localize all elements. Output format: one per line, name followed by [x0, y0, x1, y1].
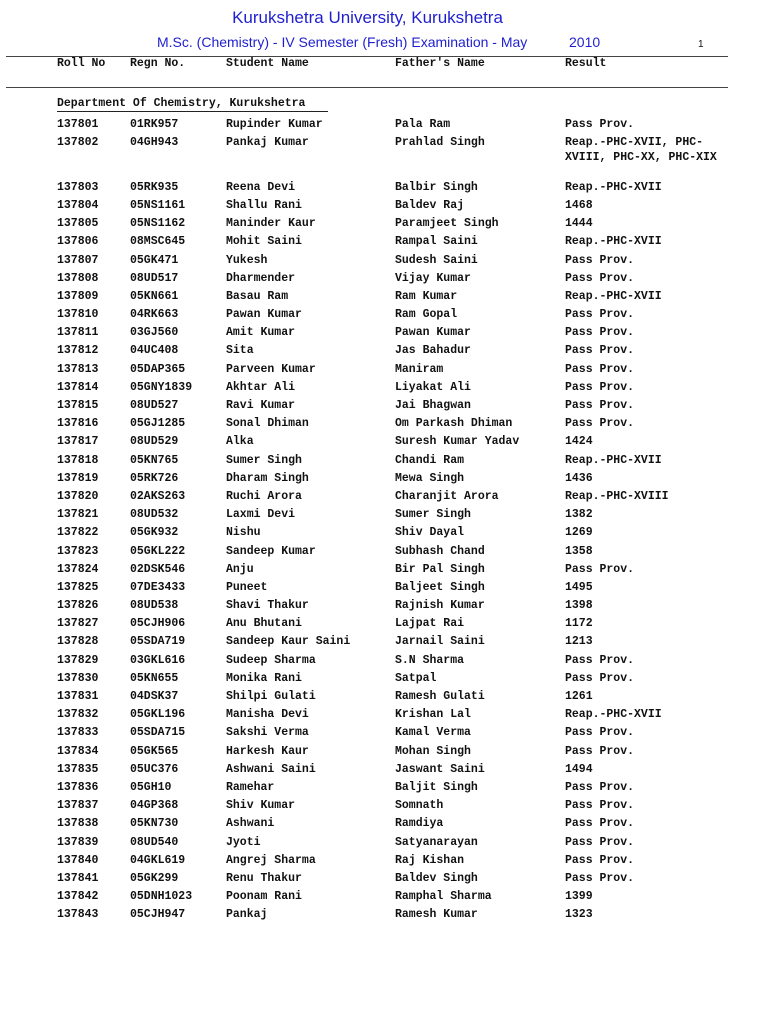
results-table: [0, 118, 768, 926]
regn-no-cell: 05UC376: [130, 762, 179, 776]
student-name-cell: Puneet: [226, 580, 268, 594]
roll-no-cell: 137829: [57, 653, 99, 667]
roll-no-cell: 137817: [57, 435, 99, 449]
table-row: [0, 908, 768, 926]
table-row: [0, 381, 768, 399]
regn-no-cell: 04RK663: [130, 308, 179, 322]
regn-no-cell: 05DAP365: [130, 362, 186, 376]
roll-no-cell: 137812: [57, 344, 99, 358]
student-name-cell: Anju: [226, 562, 254, 576]
table-row: [0, 672, 768, 690]
result-cell: 1468: [565, 198, 593, 212]
father-name-cell: Jarnail Saini: [395, 635, 485, 649]
table-row: [0, 308, 768, 326]
department-heading: Department Of Chemistry, Kurukshetra: [57, 97, 306, 110]
roll-no-cell: 137805: [57, 217, 99, 231]
result-cell: 1382: [565, 508, 593, 522]
result-cell: Pass Prov.: [565, 308, 635, 322]
father-name-cell: Ramesh Gulati: [395, 690, 485, 704]
roll-no-cell: 137808: [57, 271, 99, 285]
student-name-cell: Ruchi Arora: [226, 489, 302, 503]
student-name-cell: Anu Bhutani: [226, 617, 302, 631]
father-name-cell: Pawan Kumar: [395, 326, 471, 340]
table-row: [0, 836, 768, 854]
roll-no-cell: 137825: [57, 580, 99, 594]
regn-no-cell: 02AKS263: [130, 489, 186, 503]
table-row: [0, 708, 768, 726]
regn-no-cell: 05KN655: [130, 671, 179, 685]
exam-subtitle: M.Sc. (Chemistry) - IV Semester (Fresh) Examination - May: [157, 34, 528, 50]
result-cell: 1398: [565, 599, 593, 613]
table-row: [0, 635, 768, 653]
student-name-cell: Dharam Singh: [226, 471, 309, 485]
student-name-cell: Nishu: [226, 526, 261, 540]
result-cell: Pass Prov.: [565, 744, 635, 758]
roll-no-cell: 137828: [57, 635, 99, 649]
student-name-cell: Sumer Singh: [226, 453, 302, 467]
regn-no-cell: 05NS1162: [130, 217, 186, 231]
father-name-cell: Baljeet Singh: [395, 580, 485, 594]
table-row: [0, 290, 768, 308]
result-cell: Reap.-PHC-XVII: [565, 453, 662, 467]
roll-no-cell: 137801: [57, 118, 99, 131]
student-name-cell: Parveen Kumar: [226, 362, 316, 376]
father-name-cell: Rampal Saini: [395, 235, 478, 249]
student-name-cell: Renu Thakur: [226, 871, 302, 885]
table-row: [0, 363, 768, 381]
roll-no-cell: 137811: [57, 326, 99, 340]
column-header-result: Result: [565, 57, 607, 70]
regn-no-cell: 05GK932: [130, 526, 179, 540]
student-name-cell: Shallu Rani: [226, 198, 302, 212]
result-cell: Reap.-PHC-XVII: [565, 180, 662, 194]
roll-no-cell: 137807: [57, 253, 99, 267]
student-name-cell: Ramehar: [226, 780, 275, 794]
father-name-cell: Subhash Chand: [395, 544, 485, 558]
regn-no-cell: 04GH943: [130, 136, 179, 150]
result-cell: 1494: [565, 762, 593, 776]
roll-no-cell: 137843: [57, 908, 99, 922]
header-bottom-rule: [6, 87, 728, 88]
table-row: [0, 817, 768, 835]
result-cell: 1213: [565, 635, 593, 649]
father-name-cell: Liyakat Ali: [395, 380, 471, 394]
student-name-cell: Sakshi Verma: [226, 726, 309, 740]
regn-no-cell: 05GK299: [130, 871, 179, 885]
father-name-cell: Mewa Singh: [395, 471, 465, 485]
roll-no-cell: 137816: [57, 417, 99, 431]
father-name-cell: Satpal: [395, 671, 437, 685]
student-name-cell: Laxmi Devi: [226, 508, 296, 522]
roll-no-cell: 137809: [57, 289, 99, 303]
roll-no-cell: 137820: [57, 489, 99, 503]
roll-no-cell: 137819: [57, 471, 99, 485]
result-cell: 1261: [565, 690, 593, 704]
father-name-cell: Sudesh Saini: [395, 253, 478, 267]
table-row: [0, 726, 768, 744]
roll-no-cell: 137838: [57, 817, 99, 831]
table-row: [0, 890, 768, 908]
roll-no-cell: 137839: [57, 835, 99, 849]
table-row: [0, 254, 768, 272]
regn-no-cell: 05GKL222: [130, 544, 186, 558]
result-cell: 1444: [565, 217, 593, 231]
regn-no-cell: 08UD527: [130, 399, 179, 413]
table-row: [0, 745, 768, 763]
regn-no-cell: 05CJH947: [130, 908, 186, 922]
father-name-cell: Jas Bahadur: [395, 344, 471, 358]
regn-no-cell: 04GP368: [130, 799, 179, 813]
student-name-cell: Pawan Kumar: [226, 308, 302, 322]
roll-no-cell: 137840: [57, 853, 99, 867]
student-name-cell: Angrej Sharma: [226, 853, 316, 867]
table-row: [0, 399, 768, 417]
father-name-cell: S.N Sharma: [395, 653, 465, 667]
column-header-regn: Regn No.: [130, 57, 186, 70]
student-name-cell: Amit Kumar: [226, 326, 296, 340]
result-cell: Pass Prov.: [565, 253, 635, 267]
table-row: [0, 136, 768, 181]
result-cell: Pass Prov.: [565, 799, 635, 813]
student-name-cell: Rupinder Kumar: [226, 118, 323, 131]
table-row: [0, 617, 768, 635]
regn-no-cell: 04UC408: [130, 344, 179, 358]
table-row: [0, 235, 768, 253]
result-cell: Pass Prov.: [565, 853, 635, 867]
student-name-cell: Yukesh: [226, 253, 268, 267]
student-name-cell: Poonam Rani: [226, 890, 302, 904]
table-row: [0, 526, 768, 544]
student-name-cell: Mohit Saini: [226, 235, 302, 249]
regn-no-cell: 05KN765: [130, 453, 179, 467]
regn-no-cell: 05RK726: [130, 471, 179, 485]
father-name-cell: Mohan Singh: [395, 744, 471, 758]
table-row: [0, 599, 768, 617]
roll-no-cell: 137806: [57, 235, 99, 249]
table-row: [0, 781, 768, 799]
regn-no-cell: 05KN730: [130, 817, 179, 831]
student-name-cell: Dharmender: [226, 271, 296, 285]
student-name-cell: Basau Ram: [226, 289, 289, 303]
father-name-cell: Kamal Verma: [395, 726, 471, 740]
student-name-cell: Ashwani Saini: [226, 762, 316, 776]
result-cell: 1323: [565, 908, 593, 922]
result-cell: Pass Prov.: [565, 653, 635, 667]
regn-no-cell: 08MSC645: [130, 235, 186, 249]
regn-no-cell: 08UD532: [130, 508, 179, 522]
roll-no-cell: 137804: [57, 198, 99, 212]
student-name-cell: Ashwani: [226, 817, 275, 831]
table-row: [0, 454, 768, 472]
column-header-student: Student Name: [226, 57, 309, 70]
roll-no-cell: 137833: [57, 726, 99, 740]
result-cell: Pass Prov.: [565, 835, 635, 849]
student-name-cell: Harkesh Kaur: [226, 744, 309, 758]
result-cell: Reap.-PHC-XVII: [565, 235, 662, 249]
student-name-cell: Pankaj: [226, 908, 268, 922]
result-cell: Reap.-PHC-XVII: [565, 708, 662, 722]
result-cell: 1358: [565, 544, 593, 558]
result-cell: Pass Prov.: [565, 780, 635, 794]
table-row: [0, 417, 768, 435]
father-name-cell: Bir Pal Singh: [395, 562, 485, 576]
father-name-cell: Maniram: [395, 362, 444, 376]
regn-no-cell: 05GJ1285: [130, 417, 186, 431]
regn-no-cell: 08UD538: [130, 599, 179, 613]
roll-no-cell: 137818: [57, 453, 99, 467]
table-row: [0, 472, 768, 490]
student-name-cell: Shavi Thakur: [226, 599, 309, 613]
table-row: [0, 581, 768, 599]
roll-no-cell: 137824: [57, 562, 99, 576]
result-cell: 1495: [565, 580, 593, 594]
regn-no-cell: 05DNH1023: [130, 890, 193, 904]
table-row: [0, 118, 768, 136]
father-name-cell: Ramdiya: [395, 817, 444, 831]
student-name-cell: Jyoti: [226, 835, 261, 849]
regn-no-cell: 02DSK546: [130, 562, 186, 576]
result-cell: Pass Prov.: [565, 671, 635, 685]
regn-no-cell: 05KN661: [130, 289, 179, 303]
roll-no-cell: 137822: [57, 526, 99, 540]
regn-no-cell: 05GK565: [130, 744, 179, 758]
table-row: [0, 181, 768, 199]
table-row: [0, 690, 768, 708]
father-name-cell: Vijay Kumar: [395, 271, 471, 285]
roll-no-cell: 137803: [57, 180, 99, 194]
roll-no-cell: 137836: [57, 780, 99, 794]
table-row: [0, 490, 768, 508]
table-row: [0, 654, 768, 672]
father-name-cell: Ramesh Kumar: [395, 908, 478, 922]
father-name-cell: Ramphal Sharma: [395, 890, 492, 904]
roll-no-cell: 137831: [57, 690, 99, 704]
regn-no-cell: 05GK471: [130, 253, 179, 267]
table-row: [0, 344, 768, 362]
student-name-cell: Sandeep Kaur Saini: [226, 635, 351, 649]
result-cell: Reap.-PHC-XVIII: [565, 489, 669, 503]
table-row: [0, 799, 768, 817]
result-cell: Pass Prov.: [565, 326, 635, 340]
result-cell: Pass Prov.: [565, 399, 635, 413]
father-name-cell: Balbir Singh: [395, 180, 478, 194]
father-name-cell: Krishan Lal: [395, 708, 471, 722]
result-cell: Pass Prov.: [565, 417, 635, 431]
regn-no-cell: 04GKL619: [130, 853, 186, 867]
regn-no-cell: 07DE3433: [130, 580, 186, 594]
father-name-cell: Satyanarayan: [395, 835, 478, 849]
result-cell: Reap.-PHC-XVII: [565, 289, 662, 303]
student-name-cell: Sita: [226, 344, 254, 358]
regn-no-cell: 05SDA719: [130, 635, 186, 649]
result-cell: Pass Prov.: [565, 817, 635, 831]
father-name-cell: Baljit Singh: [395, 780, 478, 794]
regn-no-cell: 03GKL616: [130, 653, 186, 667]
table-row: [0, 872, 768, 890]
father-name-cell: Suresh Kumar Yadav: [395, 435, 520, 449]
father-name-cell: Rajnish Kumar: [395, 599, 485, 613]
student-name-cell: Pankaj Kumar: [226, 136, 309, 150]
result-cell: 1424: [565, 435, 593, 449]
result-cell: Reap.-PHC-XVII, PHC-XVIII, PHC-XX, PHC-XIX: [565, 136, 717, 164]
column-header-father: Father's Name: [395, 57, 485, 70]
regn-no-cell: 05NS1161: [130, 198, 186, 212]
student-name-cell: Maninder Kaur: [226, 217, 316, 231]
father-name-cell: Lajpat Rai: [395, 617, 465, 631]
result-cell: Pass Prov.: [565, 562, 635, 576]
father-name-cell: Prahlad Singh: [395, 136, 485, 150]
result-cell: 1436: [565, 471, 593, 485]
roll-no-cell: 137810: [57, 308, 99, 322]
result-cell: Pass Prov.: [565, 344, 635, 358]
student-name-cell: Alka: [226, 435, 254, 449]
regn-no-cell: 04DSK37: [130, 690, 179, 704]
roll-no-cell: 137815: [57, 399, 99, 413]
regn-no-cell: 08UD529: [130, 435, 179, 449]
father-name-cell: Jai Bhagwan: [395, 399, 471, 413]
father-name-cell: Sumer Singh: [395, 508, 471, 522]
father-name-cell: Shiv Dayal: [395, 526, 465, 540]
father-name-cell: Charanjit Arora: [395, 489, 499, 503]
student-name-cell: Manisha Devi: [226, 708, 309, 722]
table-row: [0, 563, 768, 581]
student-name-cell: Sonal Dhiman: [226, 417, 309, 431]
table-row: [0, 199, 768, 217]
student-name-cell: Akhtar Ali: [226, 380, 296, 394]
result-cell: Pass Prov.: [565, 118, 635, 131]
regn-no-cell: 03GJ560: [130, 326, 179, 340]
roll-no-cell: 137830: [57, 671, 99, 685]
father-name-cell: Om Parkash Dhiman: [395, 417, 513, 431]
table-row: [0, 217, 768, 235]
father-name-cell: Baldev Raj: [395, 198, 465, 212]
regn-no-cell: 08UD540: [130, 835, 179, 849]
roll-no-cell: 137832: [57, 708, 99, 722]
roll-no-cell: 137827: [57, 617, 99, 631]
table-row: [0, 435, 768, 453]
regn-no-cell: 01RK957: [130, 118, 179, 131]
regn-no-cell: 05RK935: [130, 180, 179, 194]
roll-no-cell: 137837: [57, 799, 99, 813]
column-header-roll: Roll No: [57, 57, 106, 70]
table-row: [0, 272, 768, 290]
header-top-rule: [6, 56, 728, 57]
regn-no-cell: 05GH10: [130, 780, 172, 794]
page-number: 1: [698, 39, 704, 50]
roll-no-cell: 137802: [57, 136, 99, 150]
result-cell: Pass Prov.: [565, 362, 635, 376]
table-row: [0, 854, 768, 872]
exam-year: 2010: [569, 34, 601, 50]
roll-no-cell: 137835: [57, 762, 99, 776]
regn-no-cell: 08UD517: [130, 271, 179, 285]
student-name-cell: Sudeep Sharma: [226, 653, 316, 667]
table-row: [0, 326, 768, 344]
roll-no-cell: 137842: [57, 890, 99, 904]
roll-no-cell: 137813: [57, 362, 99, 376]
result-cell: 1269: [565, 526, 593, 540]
student-name-cell: Shilpi Gulati: [226, 690, 316, 704]
student-name-cell: Reena Devi: [226, 180, 296, 194]
regn-no-cell: 05GNY1839: [130, 380, 193, 394]
regn-no-cell: 05SDA715: [130, 726, 186, 740]
regn-no-cell: 05CJH906: [130, 617, 186, 631]
father-name-cell: Chandi Ram: [395, 453, 465, 467]
student-name-cell: Ravi Kumar: [226, 399, 296, 413]
department-underline: [57, 111, 328, 112]
result-cell: Pass Prov.: [565, 380, 635, 394]
roll-no-cell: 137841: [57, 871, 99, 885]
roll-no-cell: 137814: [57, 380, 99, 394]
student-name-cell: Monika Rani: [226, 671, 302, 685]
result-cell: 1172: [565, 617, 593, 631]
father-name-cell: Ram Kumar: [395, 289, 458, 303]
result-cell: Pass Prov.: [565, 871, 635, 885]
father-name-cell: Raj Kishan: [395, 853, 465, 867]
result-cell: 1399: [565, 890, 593, 904]
table-row: [0, 508, 768, 526]
table-row: [0, 763, 768, 781]
father-name-cell: Baldev Singh: [395, 871, 478, 885]
father-name-cell: Jaswant Saini: [395, 762, 485, 776]
result-cell: Pass Prov.: [565, 271, 635, 285]
table-row: [0, 545, 768, 563]
father-name-cell: Pala Ram: [395, 118, 451, 131]
roll-no-cell: 137821: [57, 508, 99, 522]
result-cell: Pass Prov.: [565, 726, 635, 740]
student-name-cell: Shiv Kumar: [226, 799, 296, 813]
regn-no-cell: 05GKL196: [130, 708, 186, 722]
father-name-cell: Ram Gopal: [395, 308, 458, 322]
student-name-cell: Sandeep Kumar: [226, 544, 316, 558]
father-name-cell: Paramjeet Singh: [395, 217, 499, 231]
roll-no-cell: 137834: [57, 744, 99, 758]
roll-no-cell: 137823: [57, 544, 99, 558]
roll-no-cell: 137826: [57, 599, 99, 613]
father-name-cell: Somnath: [395, 799, 444, 813]
university-title: Kurukshetra University, Kurukshetra: [232, 8, 503, 27]
